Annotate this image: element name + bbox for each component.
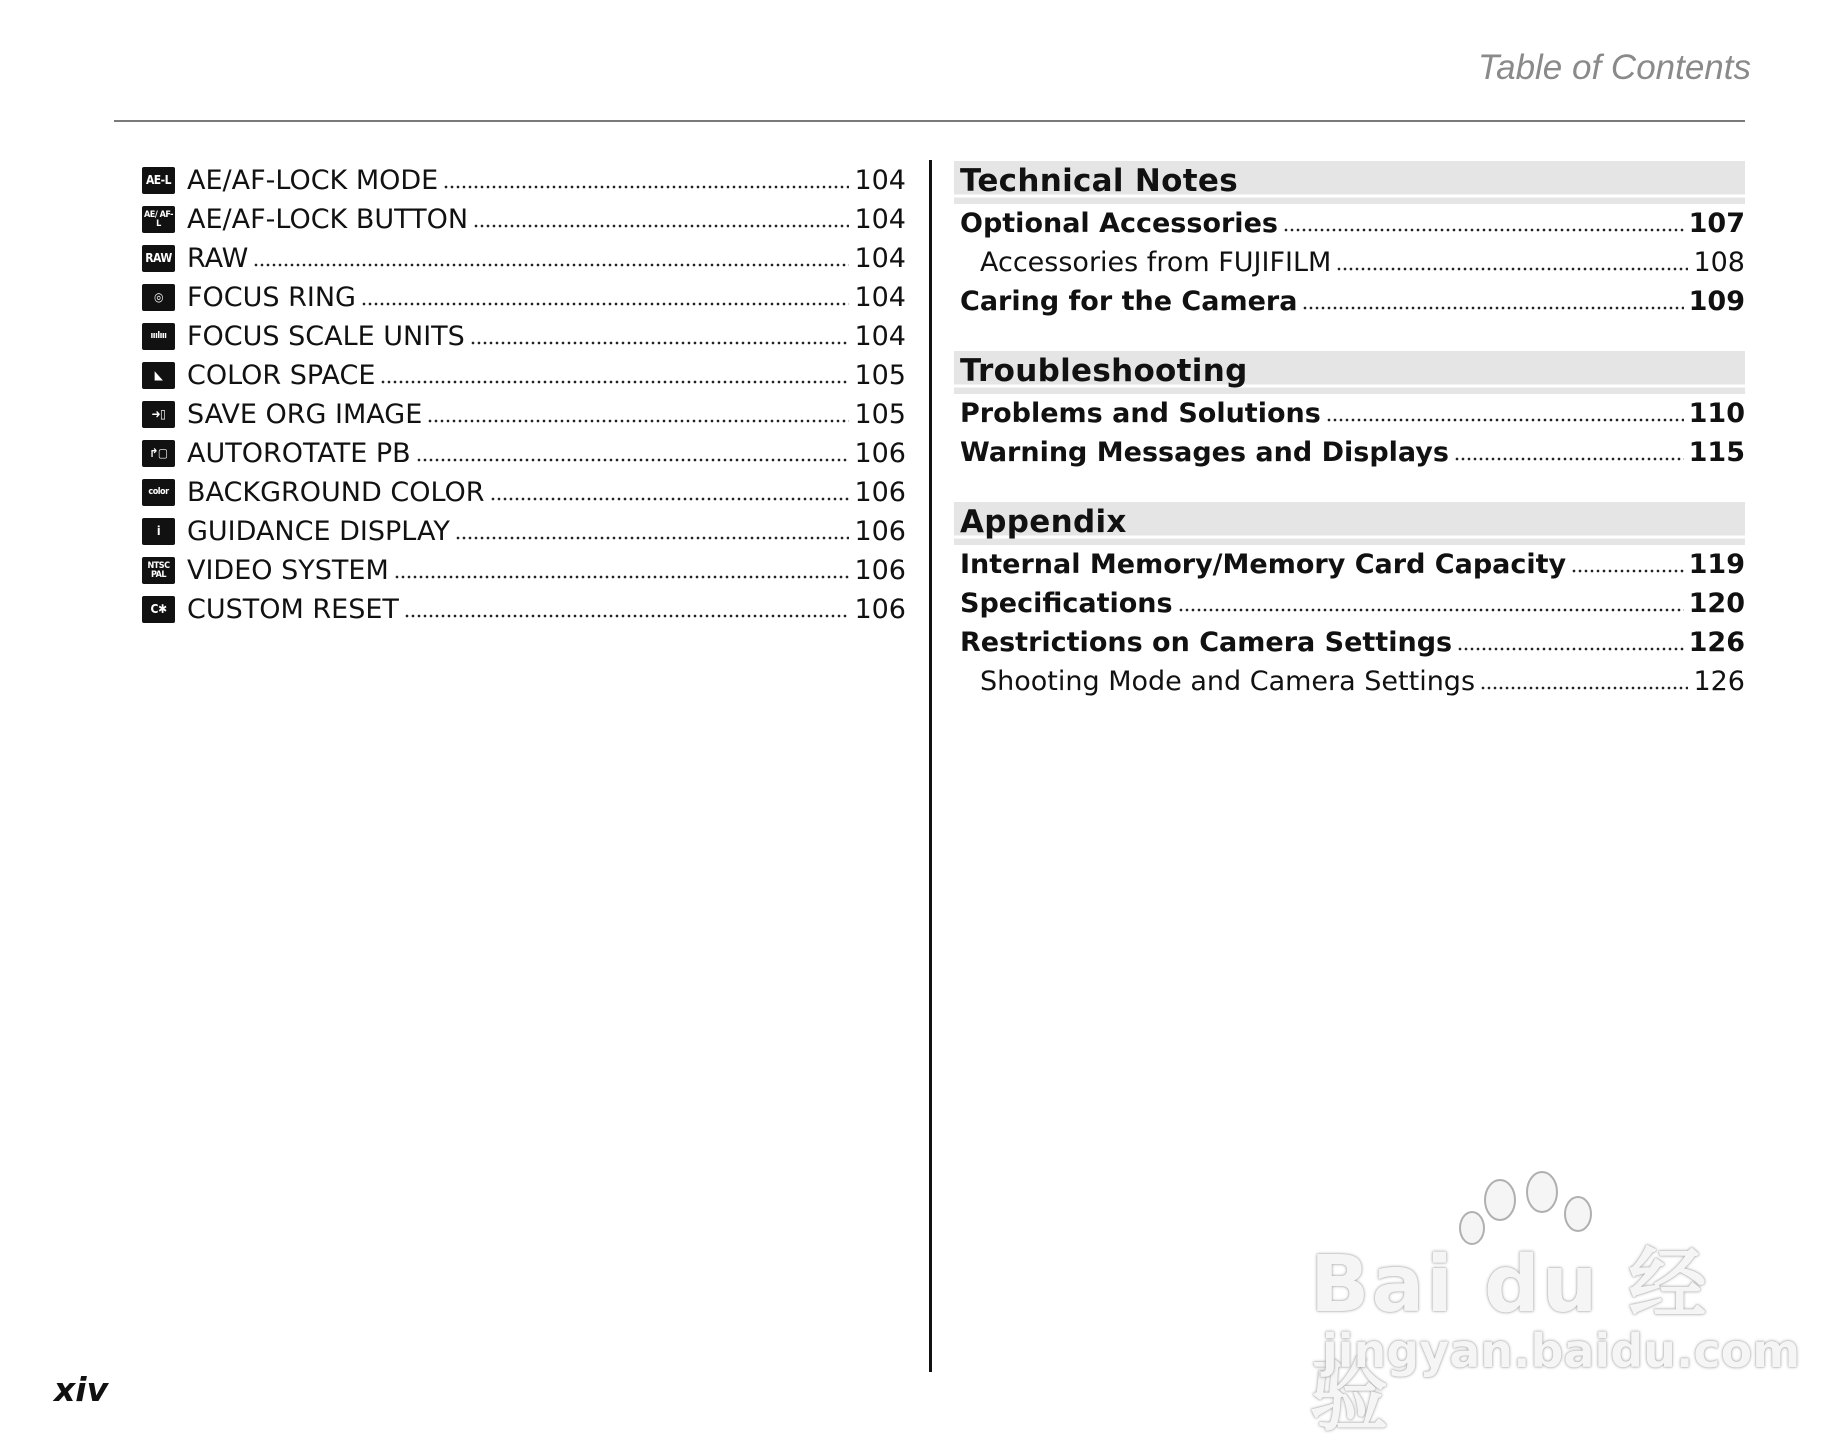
- toc-entry-page: 110: [1688, 398, 1745, 429]
- dot-leader: [1454, 448, 1684, 462]
- toc-entry-label: VIDEO SYSTEM: [187, 555, 389, 586]
- toc-entry-page: 120: [1688, 588, 1745, 619]
- color-space-icon: ◣: [142, 362, 175, 389]
- toc-entry[interactable]: [954, 433, 1745, 472]
- toc-entry-page: 109: [1688, 286, 1745, 317]
- dot-leader: [1480, 677, 1688, 691]
- dot-leader: [253, 254, 849, 268]
- toc-entry-label: BACKGROUND COLOR: [187, 477, 485, 508]
- toc-entry-label: AE/AF-LOCK BUTTON: [187, 204, 469, 235]
- section-heading: [954, 502, 1745, 545]
- toc-entry-label: AUTOROTATE PB: [187, 438, 411, 469]
- toc-entry-page: 106: [854, 555, 906, 586]
- toc-entry[interactable]: [142, 395, 906, 434]
- toc-entry[interactable]: [954, 545, 1745, 584]
- toc-entry-page: 126: [1688, 627, 1745, 658]
- toc-entry-page: 106: [854, 438, 906, 469]
- toc-entry-label: Caring for the Camera: [960, 286, 1298, 317]
- toc-entry[interactable]: [954, 204, 1745, 243]
- toc-entry[interactable]: [142, 356, 906, 395]
- settings-toc-list: [142, 161, 906, 629]
- dot-leader: [1178, 599, 1684, 613]
- dot-leader: [1302, 297, 1683, 311]
- toc-entry[interactable]: [954, 243, 1745, 282]
- toc-entry[interactable]: [142, 473, 906, 512]
- toc-entry-label: Internal Memory/Memory Card Capacity: [960, 549, 1567, 580]
- toc-entry-label: COLOR SPACE: [187, 360, 376, 391]
- dot-leader: [470, 332, 850, 346]
- toc-entry[interactable]: [142, 434, 906, 473]
- baidu-watermark: [1310, 1170, 1801, 1442]
- toc-entry-page: 104: [854, 321, 906, 352]
- toc-entry[interactable]: [142, 278, 906, 317]
- section-gap: [954, 321, 1745, 351]
- dot-leader: [404, 605, 850, 619]
- toc-entry-page: 106: [854, 594, 906, 625]
- toc-entry-label: Warning Messages and Displays: [960, 437, 1449, 468]
- toc-entry[interactable]: [142, 512, 906, 551]
- raw-icon: RAW: [142, 245, 175, 272]
- background-color-icon: color: [142, 479, 175, 506]
- toc-entry-label: Accessories from FUJIFILM: [980, 247, 1332, 278]
- toc-entry[interactable]: [142, 317, 906, 356]
- save-org-image-icon: ➜▯: [142, 401, 175, 428]
- toc-entry-label: Optional Accessories: [960, 208, 1278, 239]
- chapters-toc: [954, 161, 1745, 701]
- running-title: Table of Contents: [1477, 48, 1751, 87]
- toc-entry[interactable]: [954, 584, 1745, 623]
- toc-entry-page: 106: [854, 477, 906, 508]
- toc-entry-label: Specifications: [960, 588, 1173, 619]
- dot-leader: [490, 488, 850, 502]
- dot-leader: [361, 293, 849, 307]
- section-heading: [954, 161, 1745, 204]
- toc-entry-label: Shooting Mode and Camera Settings: [980, 666, 1476, 697]
- dot-leader: [1336, 258, 1688, 272]
- toc-entry[interactable]: [142, 590, 906, 629]
- toc-entry[interactable]: [954, 282, 1745, 321]
- toc-entry-label: GUIDANCE DISPLAY: [187, 516, 450, 547]
- dot-leader: [1283, 219, 1684, 233]
- toc-entry[interactable]: [954, 662, 1745, 701]
- toc-entry-page: 104: [854, 204, 906, 235]
- autorotate-icon: ↱▢: [142, 440, 175, 467]
- toc-entry[interactable]: [142, 200, 906, 239]
- toc-entry-label: FOCUS RING: [187, 282, 356, 313]
- watermark-url: jingyan.baidu.com: [1322, 1324, 1801, 1378]
- toc-entry-label: Restrictions on Camera Settings: [960, 627, 1453, 658]
- toc-entry-label: SAVE ORG IMAGE: [187, 399, 423, 430]
- dot-leader: [1571, 560, 1683, 574]
- focus-scale-icon: ııılııı: [142, 323, 175, 350]
- watermark-brand: Bai du 经验: [1310, 1240, 1709, 1442]
- toc-entry-page: 104: [854, 243, 906, 274]
- focus-ring-icon: ◎: [142, 284, 175, 311]
- dot-leader: [1457, 638, 1684, 652]
- column-divider: [929, 160, 932, 1372]
- toc-entry-page: 105: [854, 399, 906, 430]
- video-system-icon: NTSC PAL: [142, 557, 175, 584]
- dot-leader: [443, 176, 849, 190]
- ae-af-l-icon: AE/ AF-L: [142, 206, 175, 233]
- section-gap: [954, 472, 1745, 502]
- dot-leader: [455, 527, 850, 541]
- toc-entry[interactable]: [142, 239, 906, 278]
- page-number: xiv: [54, 1370, 109, 1409]
- toc-entry-page: 107: [1688, 208, 1745, 239]
- dot-leader: [427, 410, 849, 424]
- toc-entry-page: 119: [1688, 549, 1745, 580]
- toc-entry-page: 105: [854, 360, 906, 391]
- toc-entry-label: RAW: [187, 243, 249, 274]
- dot-leader: [1326, 409, 1684, 423]
- guidance-icon: i: [142, 518, 175, 545]
- toc-entry-label: Problems and Solutions: [960, 398, 1321, 429]
- toc-entry-page: 115: [1688, 437, 1745, 468]
- toc-entry-page: 108: [1693, 247, 1745, 278]
- toc-entry[interactable]: [142, 161, 906, 200]
- ae-l-icon: AE-L: [142, 167, 175, 194]
- dot-leader: [416, 449, 850, 463]
- dot-leader: [394, 566, 850, 580]
- section-heading: [954, 351, 1745, 394]
- toc-entry-page: 104: [854, 282, 906, 313]
- toc-entry[interactable]: [954, 394, 1745, 433]
- toc-entry-page: 106: [854, 516, 906, 547]
- toc-entry-page: 126: [1693, 666, 1745, 697]
- section-title: Troubleshooting: [960, 353, 1248, 389]
- dot-leader: [380, 371, 849, 385]
- custom-reset-icon: C✱: [142, 596, 175, 623]
- toc-entry[interactable]: [142, 551, 906, 590]
- toc-entry-label: CUSTOM RESET: [187, 594, 399, 625]
- toc-entry-page: 104: [854, 165, 906, 196]
- toc-entry-label: FOCUS SCALE UNITS: [187, 321, 465, 352]
- toc-entry-label: AE/AF-LOCK MODE: [187, 165, 439, 196]
- toc-entry[interactable]: [954, 623, 1745, 662]
- section-title: Appendix: [960, 504, 1127, 540]
- dot-leader: [473, 215, 849, 229]
- header-rule: [114, 120, 1745, 122]
- section-title: Technical Notes: [960, 163, 1238, 199]
